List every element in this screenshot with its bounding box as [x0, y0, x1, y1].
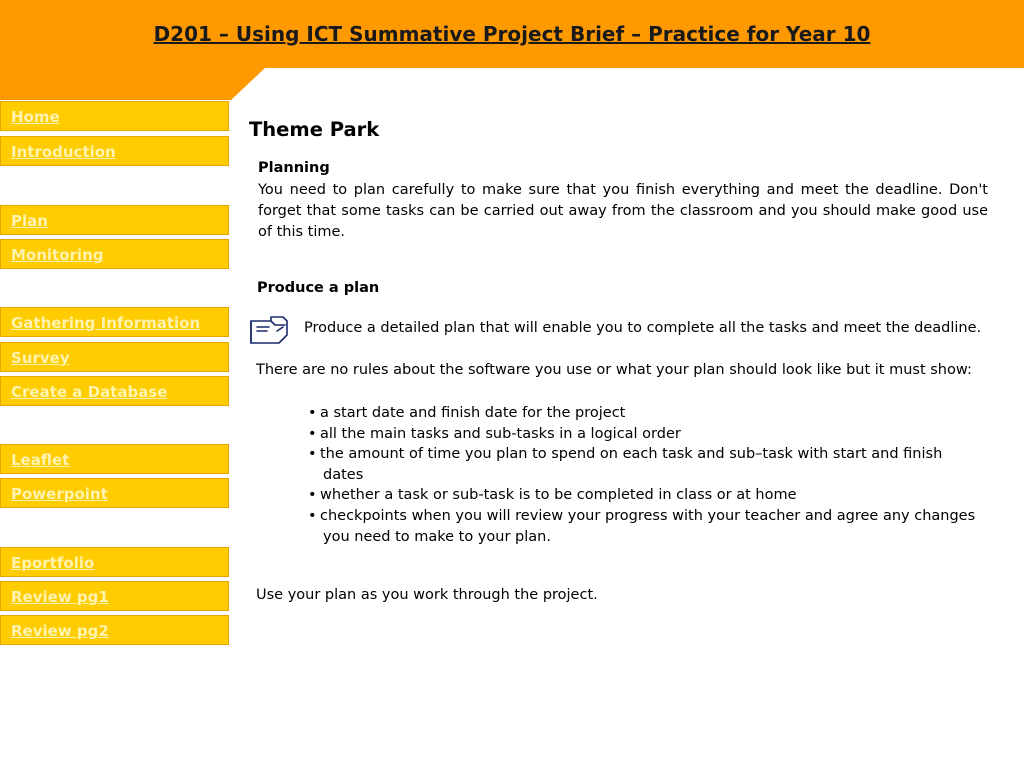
- list-item: • a start date and finish date for the project: [308, 405, 626, 421]
- closing-text: Use your plan as you work through the project.: [256, 587, 598, 603]
- page-header-title: D201 – Using ICT Summative Project Brief – Practice for Year 10: [153, 22, 871, 46]
- requirements-list: [308, 403, 975, 547]
- list-item-text: all the main tasks and sub-tasks in a logical order: [320, 425, 681, 442]
- nav-link[interactable]: Review pg2: [11, 622, 109, 640]
- nav-link[interactable]: Create a Database: [11, 383, 168, 401]
- list-item-text: a start date and finish date for the project: [320, 405, 626, 421]
- nav-link[interactable]: Monitoring: [11, 246, 104, 264]
- page-title: Theme Park: [249, 118, 380, 141]
- task-hand-icon: [249, 313, 289, 345]
- nav-link[interactable]: Home: [11, 108, 60, 126]
- nav-link[interactable]: Gathering Information: [11, 314, 201, 332]
- list-item-text: the amount of time you plan to spend on each task and sub–task with start and finish: [320, 446, 943, 463]
- planning-body: You need to plan carefully to make sure that you finish everything and meet the deadline. Don't forget that some tasks can be carried out away from the classroom and you should make good use of this time.: [258, 182, 988, 240]
- nav-link[interactable]: Leaflet: [11, 451, 70, 469]
- planning-heading: Planning: [258, 160, 330, 176]
- list-item-text: whether a task or sub-task is to be completed in class or at home: [320, 487, 797, 504]
- produce-plan-heading: Produce a plan: [257, 280, 380, 296]
- nav-link[interactable]: Eportfolio: [11, 554, 95, 572]
- rules-text: There are no rules about the software you use or what your plan should look like but it must show:: [256, 362, 972, 378]
- list-item-continuation: you need to make to your plan.: [323, 528, 551, 545]
- list-item: • whether a task or sub-task is to be completed in class or at home: [308, 487, 797, 504]
- list-item: • all the main tasks and sub-tasks in a logical order: [308, 425, 681, 442]
- nav-link[interactable]: Powerpoint: [11, 485, 108, 503]
- produce-plan-text: Produce a detailed plan that will enable you to complete all the tasks and meet the deadline.: [304, 320, 982, 336]
- list-item-continuation: dates: [323, 466, 364, 483]
- nav-link[interactable]: Introduction: [11, 143, 116, 161]
- list-item: • the amount of time you plan to spend on each task and sub–task with start and finish dates: [308, 444, 975, 485]
- list-item-text: checkpoints when you will review your progress with your teacher and agree any changes: [320, 507, 976, 524]
- nav-link[interactable]: Survey: [11, 349, 70, 367]
- list-item: • checkpoints when you will review your progress with your teacher and agree any changes you need to make to your plan.: [308, 506, 975, 547]
- nav-link[interactable]: Plan: [11, 212, 48, 230]
- nav-link[interactable]: Review pg1: [11, 588, 109, 606]
